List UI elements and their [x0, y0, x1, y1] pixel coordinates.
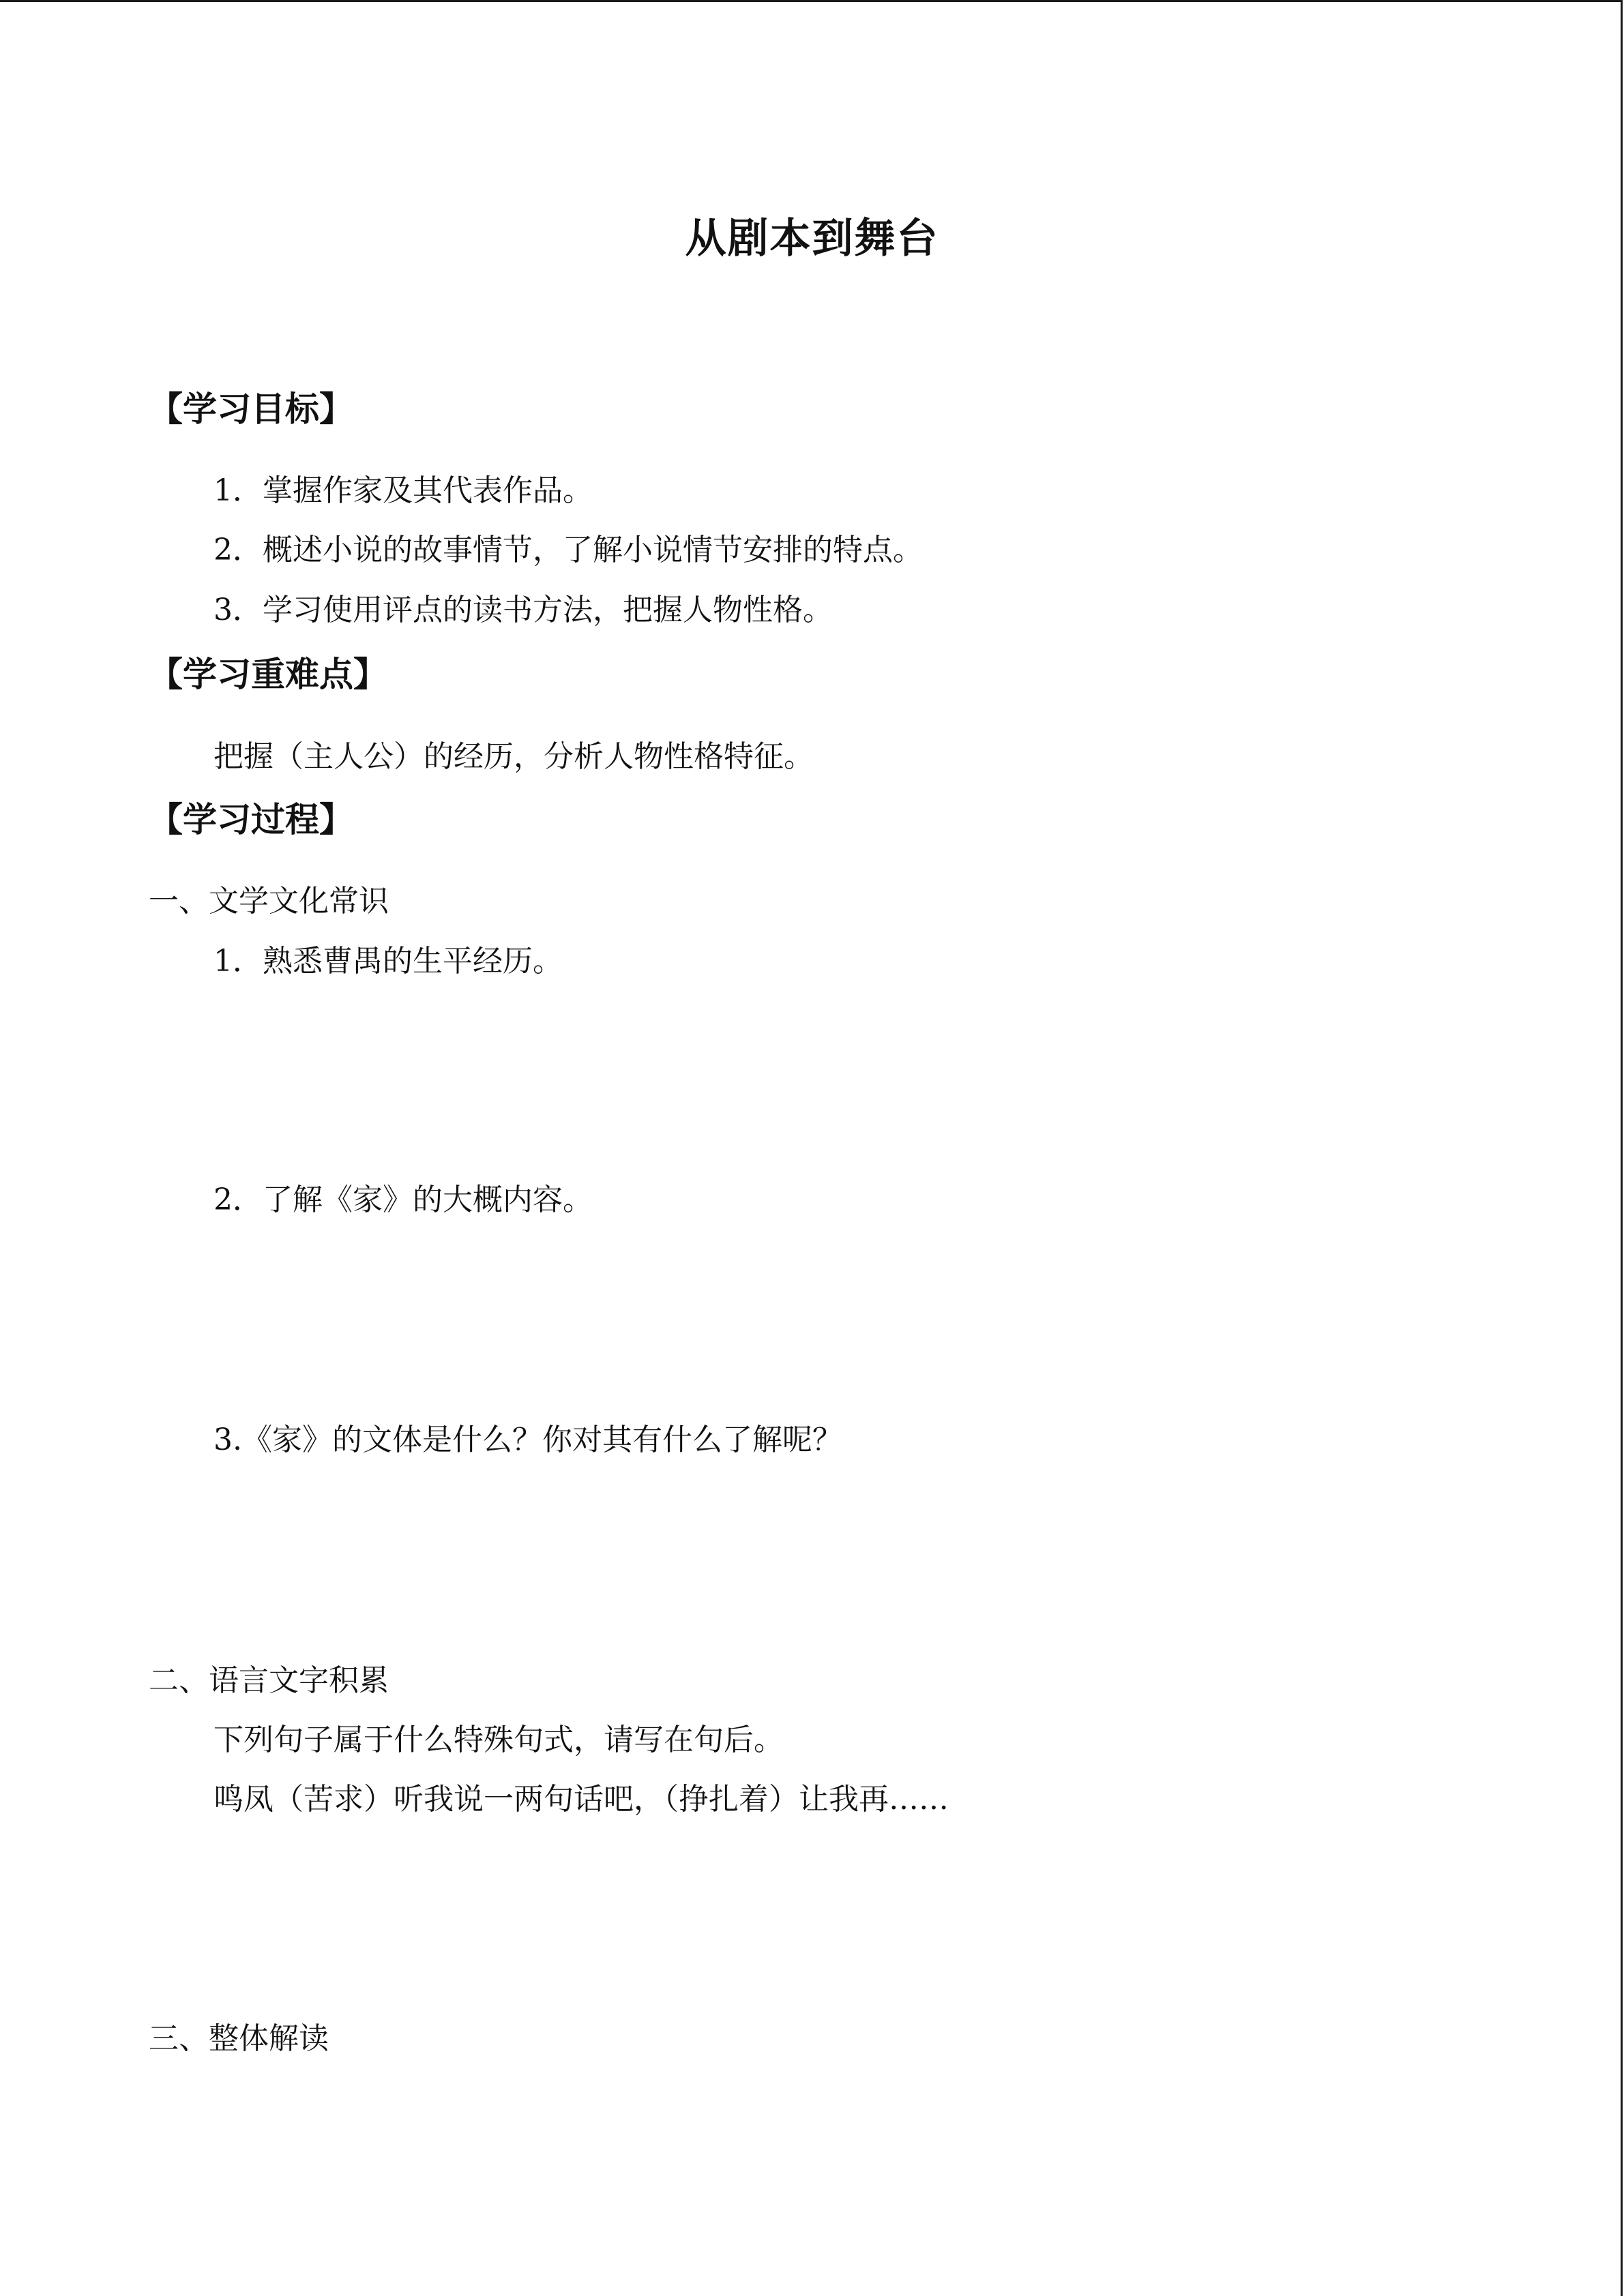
section-1-title: 一、文学文化常识 [149, 884, 389, 919]
section-2-instruction: 下列句子属于什么特殊句式，请写在句后。 [213, 1723, 784, 1757]
question-3: 3.《家》的文体是什么？你对其有什么了解呢？ [213, 1422, 842, 1457]
objective-item-1: 1．掌握作家及其代表作品。 [213, 473, 593, 508]
key-points-text: 把握（主人公）的经历，分析人物性格特征。 [213, 739, 814, 774]
document-title: 从剧本到舞台 [685, 215, 939, 263]
section-3-title: 三、整体解读 [149, 2021, 329, 2056]
question-2: 2．了解《家》的大概内容。 [213, 1182, 593, 1217]
key-points-heading: 【学习重难点】 [149, 655, 387, 694]
objectives-heading: 【学习目标】 [149, 389, 353, 429]
process-heading: 【学习过程】 [149, 800, 353, 839]
objective-item-3: 3．学习使用评点的读书方法，把握人物性格。 [213, 593, 833, 627]
section-2-sentence: 鸣凤（苦求）听我说一两句话吧，（挣扎着）让我再…… [213, 1782, 949, 1817]
question-1: 1．熟悉曹禺的生平经历。 [213, 944, 563, 979]
objective-item-2: 2．概述小说的故事情节，了解小说情节安排的特点。 [213, 533, 923, 567]
section-2-title: 二、语言文字积累 [149, 1663, 389, 1698]
